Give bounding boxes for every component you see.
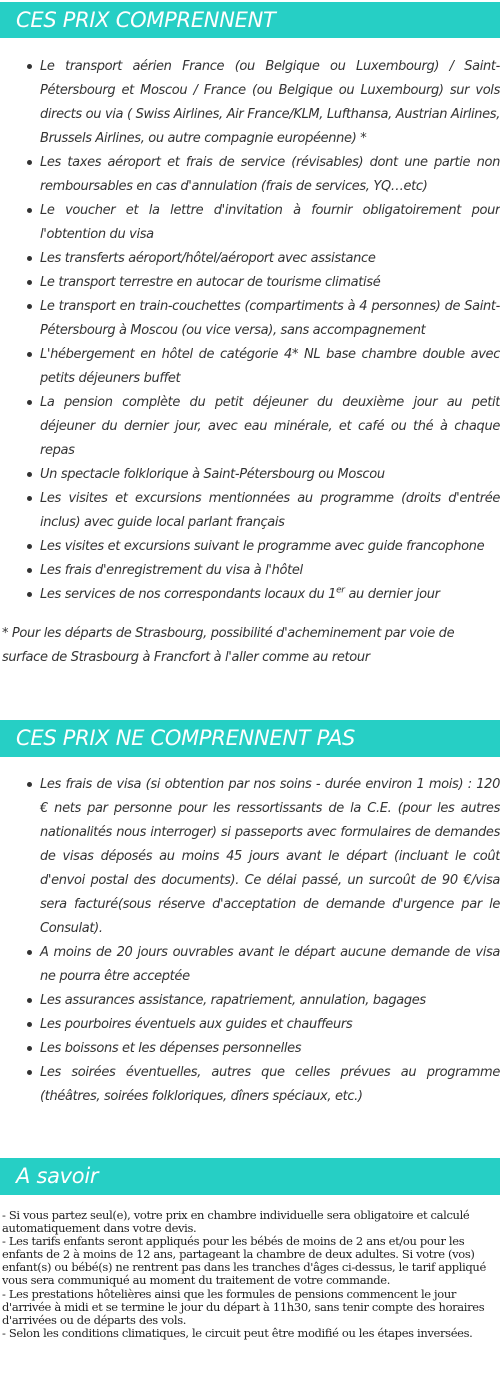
info-paragraph: - Les tarifs enfants seront appliqués pour les bébés de moins de 2 ans et/ou pour les enfants de 2 à moins de 12 ans, partageant la chambre de deux adultes. Si votre (vos) enfant(s) ou bébé(s) ne rentrent pas dans les tranches d'âges ci-dessus, le tarif appliqué vous sera communiqué au moment du traitement de votre commande. bbox=[2, 1234, 486, 1288]
list-item: A moins de 20 jours ouvrables avant le départ aucune demande de visa ne pourra être acceptée bbox=[40, 941, 500, 989]
included-list bbox=[0, 55, 500, 607]
list-item: La pension complète du petit déjeuner du deuxième jour au petit déjeuner du dernier jour, avec eau minérale, et café ou thé à chaque repas bbox=[40, 391, 500, 463]
section-heading-not-included: CES PRIX NE COMPRENNENT PAS bbox=[0, 720, 500, 757]
not-included-list bbox=[0, 773, 500, 1109]
list-item: Le transport aérien France (ou Belgique ou Luxembourg) / Saint-Pétersbourg et Moscou / France (ou Belgique ou Luxembourg) sur vols directs ou via ( Swiss Airlines, Air France/KLM, Lufthansa, Austrian Airlines, Brussels Airlines, ou autre compagnie européenne) * bbox=[40, 55, 500, 151]
info-paragraph: - Selon les conditions climatiques, le circuit peut être modifié ou les étapes inversées. bbox=[2, 1325, 473, 1340]
list-item: Le transport en train-couchettes (compartiments à 4 personnes) de Saint-Pétersbourg à Moscou (ou vice versa), sans accompagnement bbox=[40, 295, 500, 343]
ordinal-superscript: er bbox=[336, 585, 345, 596]
a-savoir-text bbox=[2, 1209, 498, 1340]
list-item: Les taxes aéroport et frais de service (révisables) dont une partie non remboursables en cas d'annulation (frais de services, YQ…etc) bbox=[40, 151, 500, 199]
list-item: Un spectacle folklorique à Saint-Pétersbourg ou Moscou bbox=[40, 463, 500, 487]
footnote: * Pour les départs de Strasbourg, possibilité d'acheminement par voie de surface de Strasbourg à Francfort à l'aller comme au retour bbox=[2, 626, 455, 665]
list-item: Le transport terrestre en autocar de tourisme climatisé bbox=[40, 271, 500, 295]
list-item-text: Les services de nos correspondants locaux du 1 bbox=[40, 587, 337, 602]
list-item: Les pourboires éventuels aux guides et chauffeurs bbox=[40, 1013, 500, 1037]
list-item bbox=[40, 583, 500, 607]
list-item: Les visites et excursions suivant le programme avec guide francophone bbox=[40, 535, 500, 559]
list-item: Les frais de visa (si obtention par nos soins - durée environ 1 mois) : 120 € nets par personne pour les ressortissants de la C.E. (pour les autres nationalités nous interroger) si passeports avec formulaires de demandes de visas déposés au moins 45 jours avant le départ (incluant le coût d'envoi postal des documents). Ce délai passé, un surcoût de 90 €/visa sera facturé(sous réserve d'acceptation de demande d'urgence par le Consulat). bbox=[40, 773, 500, 941]
list-item: Les frais d'enregistrement du visa à l'hôtel bbox=[40, 559, 500, 583]
section-heading-included: CES PRIX COMPRENNENT bbox=[0, 2, 500, 38]
list-item-text: au dernier jour bbox=[344, 587, 440, 602]
info-paragraph: - Les prestations hôtelières ainsi que les formules de pensions commencent le jour d'arrivée à midi et se termine le jour du départ à 11h30, sans tenir compte des horaires d'arrivées ou de départs des vols. bbox=[2, 1286, 485, 1327]
list-item: Le voucher et la lettre d'invitation à fournir obligatoirement pour l'obtention du visa bbox=[40, 199, 500, 247]
section-heading-a-savoir: A savoir bbox=[0, 1158, 500, 1195]
list-item: Les soirées éventuelles, autres que celles prévues au programme (théâtres, soirées folkloriques, dîners spéciaux, etc.) bbox=[40, 1061, 500, 1109]
list-item: L'hébergement en hôtel de catégorie 4* NL base chambre double avec petits déjeuners buffet bbox=[40, 343, 500, 391]
list-item: Les boissons et les dépenses personnelles bbox=[40, 1037, 500, 1061]
info-paragraph: - Si vous partez seul(e), votre prix en chambre individuelle sera obligatoire et calculé automatiquement dans votre devis. bbox=[2, 1208, 470, 1236]
list-item: Les assurances assistance, rapatriement, annulation, bagages bbox=[40, 989, 500, 1013]
list-item: Les transferts aéroport/hôtel/aéroport avec assistance bbox=[40, 247, 500, 271]
list-item: Les visites et excursions mentionnées au programme (droits d'entrée inclus) avec guide local parlant français bbox=[40, 487, 500, 535]
